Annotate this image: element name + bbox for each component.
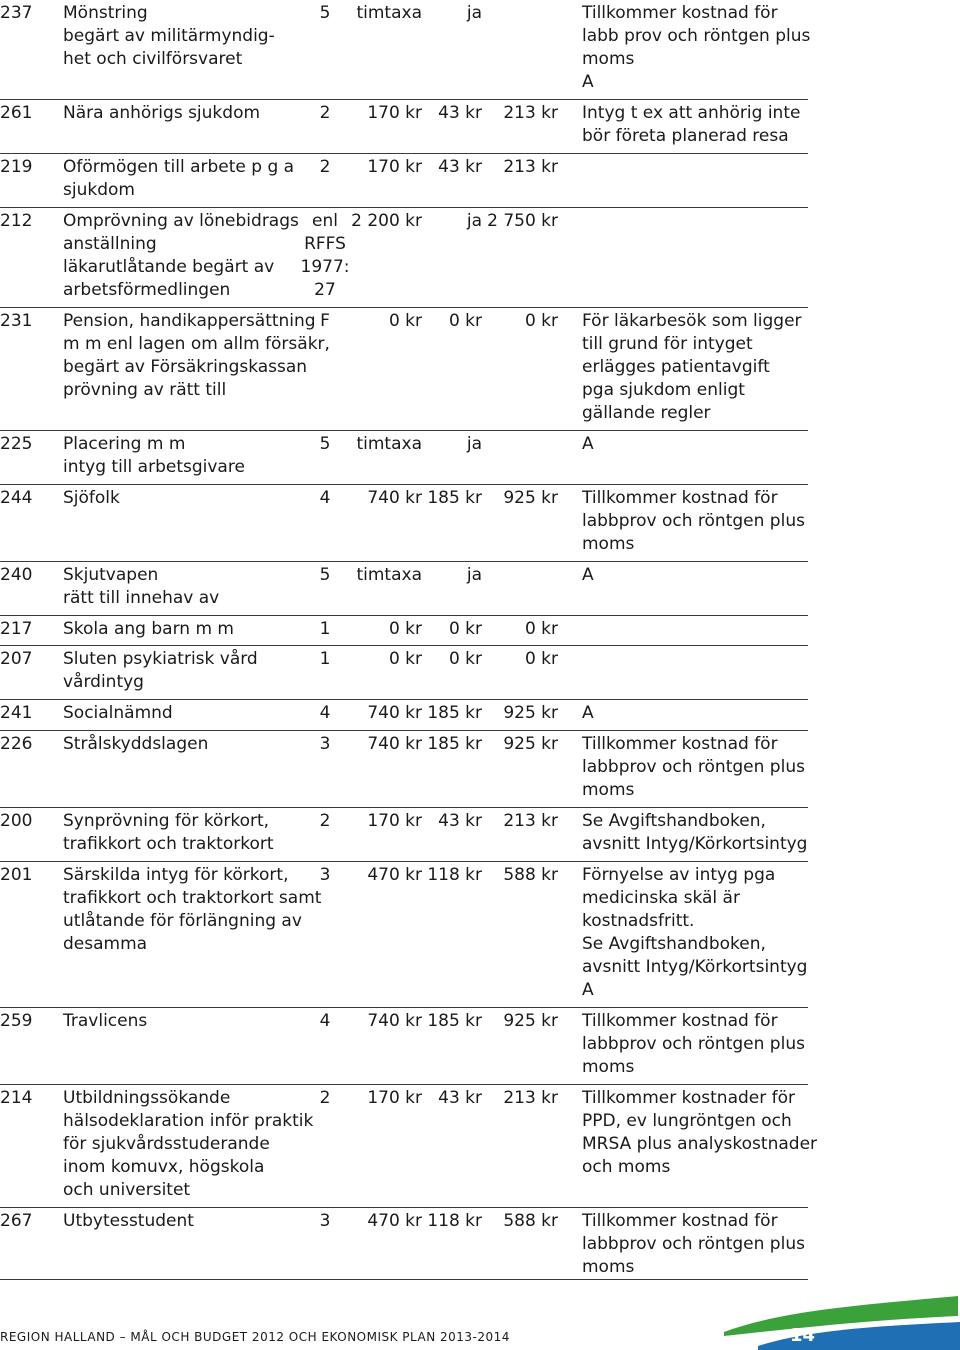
row-name: Utbildningssökande hälsodeklaration inför praktik för sjukvårdsstuderande inom komuvx, högskola och universitet: [63, 1088, 314, 1200]
row-fee: 0 kr: [388, 311, 422, 331]
row-note: Tillkommer kostnad för labbprov och röntgen plus moms: [582, 1011, 805, 1077]
row-code: 214: [0, 1088, 33, 1108]
row-code: 240: [0, 565, 33, 585]
row-code: 217: [0, 619, 33, 639]
row-fee: 740 kr: [367, 734, 422, 754]
row-category: 5: [319, 3, 331, 23]
row-total: 0 kr: [524, 619, 558, 639]
row-name: Socialnämnd: [63, 703, 173, 723]
table-row: [0, 731, 808, 808]
row-name: Synprövning för körkort, trafikkort och traktorkort: [63, 811, 274, 854]
row-category: F: [320, 311, 330, 331]
row-code: 237: [0, 3, 33, 23]
row-vat: 185 kr: [427, 734, 482, 754]
row-category: 1: [319, 619, 331, 639]
row-fee: 0 kr: [388, 619, 422, 639]
row-name: Utbytesstudent: [63, 1211, 194, 1231]
row-category: 4: [319, 703, 331, 723]
table-row: [0, 431, 808, 485]
table-row: [0, 100, 808, 154]
row-name: Travlicens: [63, 1011, 148, 1031]
region-halland-logo: [718, 1286, 960, 1350]
row-category: 4: [319, 488, 331, 508]
table-row: [0, 308, 808, 431]
row-category: 5: [319, 434, 331, 454]
row-total: 925 kr: [503, 488, 558, 508]
row-note: Tillkommer kostnader för PPD, ev lungröntgen och MRSA plus analyskostnader och moms: [582, 1088, 818, 1177]
row-fee: 0 kr: [388, 649, 422, 669]
row-note: Tillkommer kostnad för labb prov och röntgen plus moms A: [582, 3, 811, 92]
row-name: Sjöfolk: [63, 488, 120, 508]
row-vat: 185 kr: [427, 488, 482, 508]
row-vat: 185 kr: [427, 1011, 482, 1031]
row-code: 244: [0, 488, 33, 508]
row-total: 213 kr: [503, 157, 558, 177]
row-vat: 118 kr: [427, 1211, 482, 1231]
row-category: 3: [319, 734, 331, 754]
row-vat: 43 kr: [438, 157, 482, 177]
row-total: 213 kr: [503, 1088, 558, 1108]
table-row: [0, 1008, 808, 1085]
row-fee: 740 kr: [367, 1011, 422, 1031]
row-name: Omprövning av lönebidrags anställning läkarutlåtande begärt av arbetsförmedlingen: [63, 211, 299, 300]
table-row: [0, 485, 808, 562]
row-name: Pension, handikappersättning m m enl lagen om allm försäkr, begärt av Försäkringskassan prövning av rätt till: [63, 311, 330, 400]
page-number: 14: [790, 1325, 816, 1346]
row-vat: ja: [466, 565, 482, 585]
row-category: 4: [319, 1011, 331, 1031]
row-note: Intyg t ex att anhörig inte bör företa planerad resa: [582, 103, 801, 146]
row-fee: timtaxa: [356, 565, 422, 585]
row-code: 201: [0, 865, 33, 885]
row-fee: 740 kr: [367, 488, 422, 508]
row-total: 588 kr: [503, 865, 558, 885]
row-fee: 170 kr: [367, 103, 422, 123]
row-code: 200: [0, 811, 33, 831]
row-note: För läkarbesök som ligger till grund för intyget erlägges patientavgift pga sjukdom enligt gällande regler: [582, 311, 802, 423]
row-code: 241: [0, 703, 33, 723]
row-category: 2: [319, 157, 331, 177]
row-note: Förnyelse av intyg pga medicinska skäl är kostnadsfritt. Se Avgiftshandboken, avsnitt Intyg/Körkortsintyg A: [582, 865, 808, 1000]
table-row: [0, 208, 808, 308]
row-name: Skola ang barn m m: [63, 619, 234, 639]
row-code: 226: [0, 734, 33, 754]
row-name: Mönstring begärt av militärmyndig- het och civilförsvaret: [63, 3, 275, 69]
row-vat: 43 kr: [438, 811, 482, 831]
row-fee: 470 kr: [367, 1211, 422, 1231]
row-total: 925 kr: [503, 734, 558, 754]
row-fee: 470 kr: [367, 865, 422, 885]
row-name: Sluten psykiatrisk vård vårdintyg: [63, 649, 258, 692]
table-row: [0, 154, 808, 208]
row-total: 925 kr: [503, 703, 558, 723]
row-fee: timtaxa: [356, 3, 422, 23]
row-total: 0 kr: [524, 311, 558, 331]
row-note: A: [582, 565, 594, 585]
row-total: 213 kr: [503, 103, 558, 123]
footer-text: REGION HALLAND – MÅL OCH BUDGET 2012 OCH EKONOMISK PLAN 2013-2014: [0, 1330, 510, 1344]
row-vat: 118 kr: [427, 865, 482, 885]
row-note: Tillkommer kostnad för labbprov och röntgen plus moms: [582, 488, 805, 554]
row-name: Strålskyddslagen: [63, 734, 209, 754]
row-code: 219: [0, 157, 33, 177]
row-code: 267: [0, 1211, 33, 1231]
row-vat: 43 kr: [438, 103, 482, 123]
row-fee: 740 kr: [367, 703, 422, 723]
row-fee: 170 kr: [367, 811, 422, 831]
row-vat: ja: [466, 434, 482, 454]
row-fee: 170 kr: [367, 1088, 422, 1108]
table-row: [0, 616, 808, 646]
row-vat: ja: [466, 3, 482, 23]
table-row: [0, 862, 808, 1008]
row-total: 925 kr: [503, 1011, 558, 1031]
row-code: 261: [0, 103, 33, 123]
row-code: 225: [0, 434, 33, 454]
row-code: 207: [0, 649, 33, 669]
table-row: [0, 700, 808, 731]
table-row: [0, 0, 811, 100]
row-category: 2: [319, 103, 331, 123]
row-category: 3: [319, 865, 331, 885]
row-code: 259: [0, 1011, 33, 1031]
row-code: 231: [0, 311, 33, 331]
row-category: 1: [319, 649, 331, 669]
row-vat: 0 kr: [448, 649, 482, 669]
row-note: A: [582, 703, 594, 723]
row-category: 2: [319, 811, 331, 831]
row-name: Skjutvapen rätt till innehav av: [63, 565, 220, 608]
row-note: A: [582, 434, 594, 454]
row-note: Se Avgiftshandboken, avsnitt Intyg/Körkortsintyg: [582, 811, 808, 854]
row-total: 2 750 kr: [487, 211, 558, 231]
table-row: [0, 562, 808, 616]
table-row: [0, 646, 808, 700]
row-category: 3: [319, 1211, 331, 1231]
row-name: Placering m m intyg till arbetsgivare: [63, 434, 245, 477]
row-fee: 170 kr: [367, 157, 422, 177]
table-row: [0, 1085, 818, 1208]
row-fee: timtaxa: [356, 434, 422, 454]
table-row: [0, 1208, 808, 1280]
row-total: 588 kr: [503, 1211, 558, 1231]
row-name: Oförmögen till arbete p g a sjukdom: [63, 157, 295, 200]
row-total: 0 kr: [524, 649, 558, 669]
row-name: Nära anhörigs sjukdom: [63, 103, 261, 123]
row-total: 213 kr: [503, 811, 558, 831]
row-code: 212: [0, 211, 33, 231]
row-vat: 0 kr: [448, 619, 482, 639]
row-category: enl RFFS 1977: 27: [300, 211, 350, 300]
table-row: [0, 808, 808, 862]
row-vat: 0 kr: [448, 311, 482, 331]
row-note: Tillkommer kostnad för labbprov och röntgen plus moms: [582, 1211, 805, 1277]
row-category: 2: [319, 1088, 331, 1108]
row-vat: ja: [466, 211, 482, 231]
row-vat: 185 kr: [427, 703, 482, 723]
row-fee: 2 200 kr: [351, 211, 422, 231]
row-vat: 43 kr: [438, 1088, 482, 1108]
row-note: Tillkommer kostnad för labbprov och röntgen plus moms: [582, 734, 805, 800]
row-name: Särskilda intyg för körkort, trafikkort och traktorkort samt utlåtande för förlängning av desamma: [63, 865, 322, 954]
row-category: 5: [319, 565, 331, 585]
